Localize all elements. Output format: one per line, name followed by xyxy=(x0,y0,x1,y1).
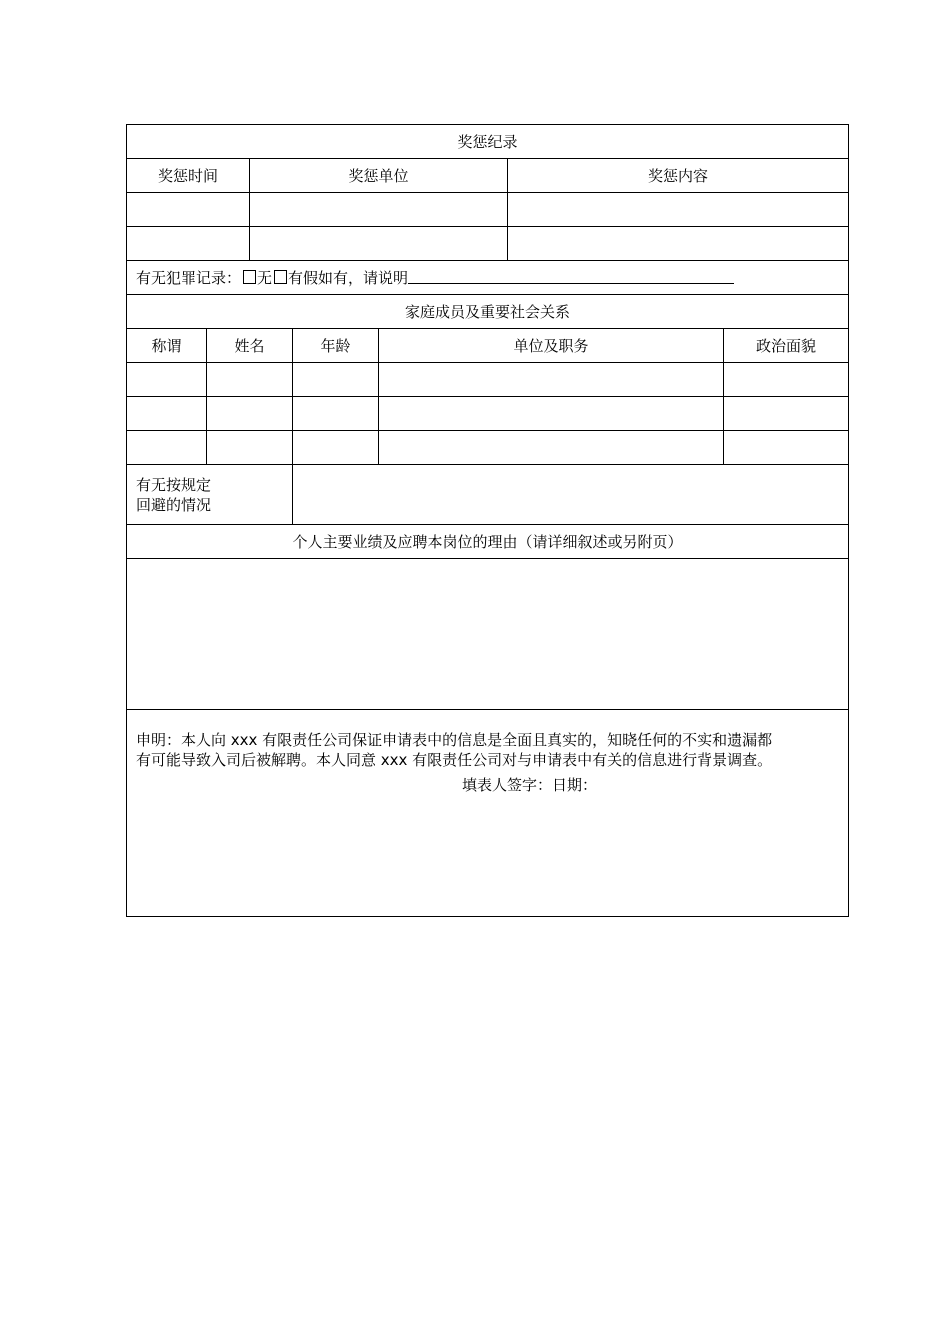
family-cell-relation[interactable] xyxy=(127,363,207,397)
family-cell-age[interactable] xyxy=(293,397,379,431)
family-row xyxy=(127,431,849,465)
rewards-col-content: 奖惩内容 xyxy=(508,159,849,193)
family-cell-name[interactable] xyxy=(207,397,293,431)
avoidance-label-line1: 有无按规定 xyxy=(136,475,212,494)
declaration-line-1: 申明：本人向 xxx 有限责任公司保证申请表中的信息是全面且真实的，知晓任何的不实和遗漏都 xyxy=(136,731,773,749)
checkbox-no[interactable] xyxy=(243,270,256,284)
family-row xyxy=(127,363,849,397)
family-cell-age[interactable] xyxy=(293,363,379,397)
option-no-label: 无 xyxy=(257,268,273,287)
family-cell-name[interactable] xyxy=(207,431,293,465)
declaration-block xyxy=(127,710,849,917)
family-cell-unit-position[interactable] xyxy=(379,397,724,431)
declaration-line-2: 有可能导致入司后被解聘。本人同意 xxx 有限责任公司对与申请表中有关的信息进行背景调查。 xyxy=(136,751,773,769)
family-row xyxy=(127,397,849,431)
rewards-section-title: 奖惩纪录 xyxy=(127,125,849,159)
family-cell-unit-position[interactable] xyxy=(379,431,724,465)
family-col-age: 年龄 xyxy=(293,329,379,363)
rewards-row xyxy=(127,227,849,261)
family-col-relation: 称谓 xyxy=(127,329,207,363)
criminal-record-row xyxy=(127,261,849,295)
family-col-political-status: 政治面貌 xyxy=(724,329,849,363)
family-cell-political-status[interactable] xyxy=(724,363,849,397)
family-col-unit-position: 单位及职务 xyxy=(379,329,724,363)
family-cell-political-status[interactable] xyxy=(724,397,849,431)
explanation-blank[interactable] xyxy=(408,268,734,284)
signature-date-label[interactable]: 填表人签字：日期： xyxy=(462,776,598,794)
family-cell-unit-position[interactable] xyxy=(379,363,724,397)
family-cell-relation[interactable] xyxy=(127,397,207,431)
rewards-row xyxy=(127,193,849,227)
performance-section-title: 个人主要业绩及应聘本岗位的理由（请详细叙述或另附页） xyxy=(127,525,849,559)
family-cell-political-status[interactable] xyxy=(724,431,849,465)
checkbox-yes[interactable] xyxy=(274,270,287,284)
option-yes-label: 有假如有，请说明 xyxy=(288,268,409,287)
avoidance-label xyxy=(127,465,293,525)
rewards-cell-time[interactable] xyxy=(127,193,250,227)
rewards-cell-unit[interactable] xyxy=(250,193,508,227)
performance-input-area[interactable] xyxy=(127,559,849,710)
rewards-cell-time[interactable] xyxy=(127,227,250,261)
family-section-title: 家庭成员及重要社会关系 xyxy=(127,295,849,329)
family-cell-relation[interactable] xyxy=(127,431,207,465)
criminal-record-label: 有无犯罪记录： xyxy=(136,268,242,287)
rewards-cell-unit[interactable] xyxy=(250,227,508,261)
application-form-table xyxy=(126,124,849,917)
avoidance-label-line2: 回避的情况 xyxy=(136,495,212,514)
rewards-col-unit: 奖惩单位 xyxy=(250,159,508,193)
family-cell-age[interactable] xyxy=(293,431,379,465)
rewards-col-time: 奖惩时间 xyxy=(127,159,250,193)
family-col-name: 姓名 xyxy=(207,329,293,363)
rewards-cell-content[interactable] xyxy=(508,227,849,261)
family-cell-name[interactable] xyxy=(207,363,293,397)
rewards-cell-content[interactable] xyxy=(508,193,849,227)
avoidance-input-cell[interactable] xyxy=(293,465,849,525)
